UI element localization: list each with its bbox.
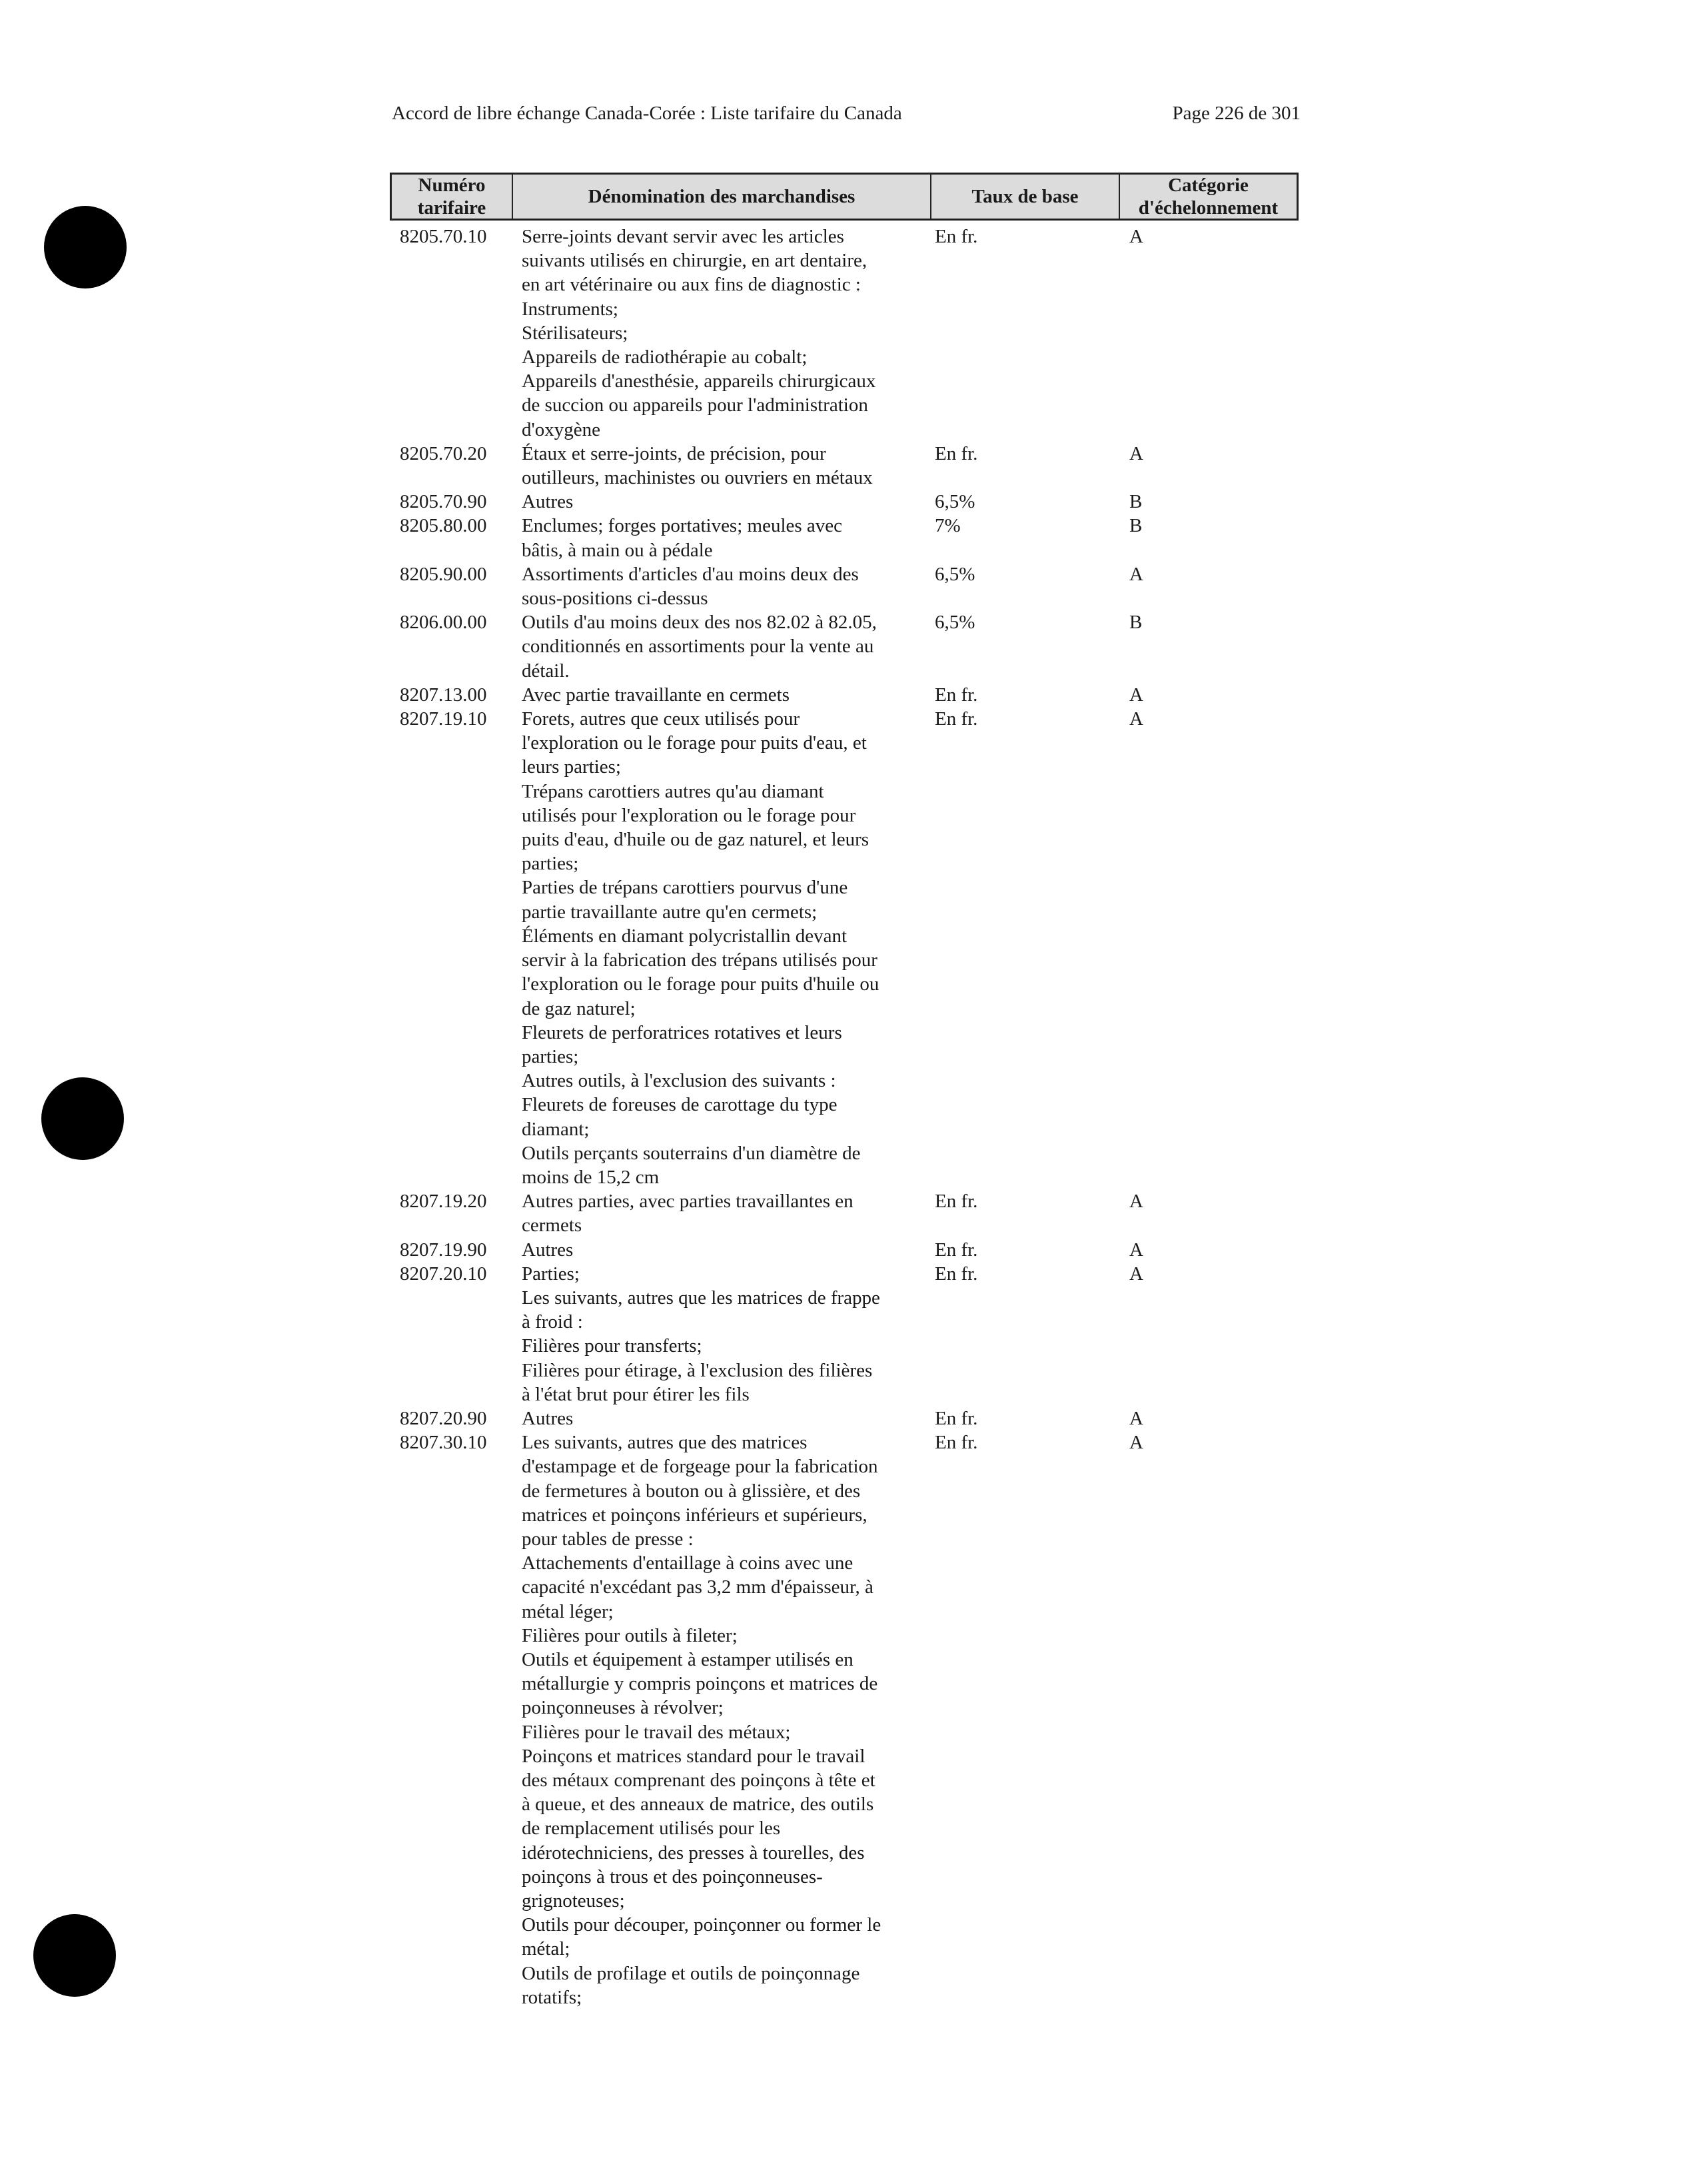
column-header-description: Dénomination des marchandises [513,175,931,219]
description-line: Appareils de radiothérapie au cobalt; [522,346,808,368]
punch-hole-bottom [33,1914,116,1997]
table-row [392,683,1298,707]
base-rate: En fr. [935,1263,978,1285]
description-line: sous-positions ci-dessus [522,588,708,610]
tariff-code: 8207.30.10 [400,1432,487,1454]
description-line: de fermetures à bouton ou à glissière, et des [522,1480,861,1502]
staging-category: A [1129,1432,1143,1454]
description-line: l'exploration ou le forage pour puits d'eau, et [522,732,867,754]
table-row [392,1430,1298,2009]
goods-description [522,1189,935,1237]
column-header-category [1120,175,1297,219]
description-line: de remplacement utilisés pour les [522,1818,781,1840]
description-line: Fleurets de perforatrices rotatives et leurs [522,1021,842,1043]
staging-category: A [1129,442,1143,464]
tariff-code: 8207.19.20 [400,1191,487,1213]
description-line: Outils et équipement à estamper utilisés en [522,1648,853,1670]
table-row [392,490,1298,514]
tariff-table-body [392,225,1298,2009]
table-row [392,514,1298,562]
table-header [390,173,1299,221]
tariff-code: 8205.90.00 [400,563,487,585]
description-line: Outils d'au moins deux des nos 82.02 à 82.05, [522,612,877,634]
description-line: conditionnés en assortiments pour la vente au [522,636,874,658]
goods-description [522,442,935,490]
table-row [392,610,1298,683]
base-rate: En fr. [935,684,978,706]
description-line: Filières pour transferts; [522,1335,702,1357]
description-line: grignoteuses; [522,1890,625,1912]
description-line: Avec partie travaillante en cermets [522,684,790,706]
description-line: Autres [522,491,574,513]
staging-category: A [1129,1263,1143,1285]
description-line: rotatifs; [522,1986,582,2008]
description-line: Autres parties, avec parties travaillantes en [522,1191,853,1213]
goods-description [522,683,935,707]
description-line: suivants utilisés en chirurgie, en art dentaire, [522,250,867,272]
base-rate: En fr. [935,1432,978,1454]
description-line: Autres outils, à l'exclusion des suivants : [522,1070,836,1092]
base-rate: En fr. [935,1239,978,1261]
description-line: poinçonneuses à révolver; [522,1697,724,1719]
tariff-code: 8205.70.10 [400,226,487,247]
description-line: des métaux comprenant des poinçons à tête et [522,1770,875,1791]
description-line: partie travaillante autre qu'en cermets; [522,901,818,923]
description-line: Appareils d'anesthésie, appareils chirurgicaux [522,370,876,392]
document-title: Accord de libre échange Canada-Corée : Liste tarifaire du Canada [392,103,902,124]
table-row [392,1238,1298,1262]
description-line: Outils pour découper, poinçonner ou former le [522,1914,881,1936]
table-row [392,1406,1298,1430]
tariff-code: 8205.80.00 [400,515,487,537]
tariff-code: 8207.19.90 [400,1239,487,1261]
base-rate: En fr. [935,1407,978,1429]
description-line: métal; [522,1938,570,1960]
description-line: Autres [522,1407,574,1429]
punch-hole-top [44,206,127,288]
description-line: Attachements d'entaillage à coins avec une [522,1552,853,1574]
goods-description [522,707,935,1189]
description-line: Étaux et serre-joints, de précision, pour [522,442,826,464]
column-header-code-line2: tarifaire [417,197,486,219]
description-line: métallurgie y compris poinçons et matrices de [522,1673,878,1695]
staging-category: A [1129,1239,1143,1261]
description-line: Outils de profilage et outils de poinçonnage [522,1962,860,1984]
goods-description [522,562,935,610]
base-rate: En fr. [935,1191,978,1213]
staging-category: A [1129,563,1143,585]
description-line: Parties; [522,1263,580,1285]
table-row [392,707,1298,1189]
description-line: parties; [522,1045,579,1067]
description-line: Stérilisateurs; [522,322,628,344]
description-line: d'estampage et de forgeage pour la fabrication [522,1456,878,1478]
description-line: Éléments en diamant polycristallin devant [522,925,848,947]
staging-category: B [1129,491,1143,513]
base-rate: 6,5% [935,563,975,585]
goods-description [522,1406,935,1430]
table-row [392,225,1298,442]
table-row [392,1262,1298,1406]
base-rate: En fr. [935,226,978,247]
description-line: de gaz naturel; [522,997,636,1019]
description-line: cermets [522,1215,582,1237]
description-line: Filières pour étirage, à l'exclusion des filières [522,1359,873,1381]
description-line: poinçons à trous et des poinçonneuses- [522,1866,823,1888]
page-header [392,103,1301,132]
description-line: détail. [522,660,570,682]
description-line: capacité n'excédant pas 3,2 mm d'épaisseur, à [522,1576,873,1598]
description-line: outilleurs, machinistes ou ouvriers en métaux [522,467,873,489]
description-line: Trépans carottiers autres qu'au diamant [522,780,824,802]
description-line: de succion ou appareils pour l'administration [522,394,868,416]
description-line: bâtis, à main ou à pédale [522,539,713,561]
tariff-code: 8205.70.20 [400,442,487,464]
table-row [392,562,1298,610]
table-row [392,1189,1298,1237]
description-line: l'exploration ou le forage pour puits d'huile ou [522,973,879,995]
goods-description [522,490,935,514]
staging-category: A [1129,1191,1143,1213]
staging-category: B [1129,612,1143,634]
description-line: Filières pour outils à fileter; [522,1624,738,1646]
description-line: d'oxygène [522,418,600,440]
staging-category: A [1129,708,1143,730]
base-rate: 7% [935,515,961,537]
description-line: Parties de trépans carottiers pourvus d'une [522,877,848,899]
description-line: leurs parties; [522,756,621,778]
description-line: Assortiments d'articles d'au moins deux des [522,563,859,585]
column-header-category-line2: d'échelonnement [1138,197,1279,219]
description-line: matrices et poinçons inférieurs et supérieurs, [522,1504,867,1526]
description-line: parties; [522,853,579,875]
description-line: Fleurets de foreuses de carottage du type [522,1094,838,1116]
description-line: Autres [522,1239,574,1261]
tariff-code: 8206.00.00 [400,612,487,634]
tariff-code: 8207.19.10 [400,708,487,730]
description-line: à queue, et des anneaux de matrice, des outils [522,1794,874,1816]
description-line: Instruments; [522,298,618,320]
base-rate: En fr. [935,708,978,730]
goods-description [522,225,935,442]
base-rate: 6,5% [935,612,975,634]
base-rate: En fr. [935,442,978,464]
description-line: à l'état brut pour étirer les fils [522,1383,750,1405]
description-line: moins de 15,2 cm [522,1166,660,1188]
description-line: Enclumes; forges portatives; meules avec [522,515,843,537]
description-line: Poinçons et matrices standard pour le travail [522,1745,865,1767]
goods-description [522,1262,935,1406]
goods-description [522,610,935,683]
description-line: à froid : [522,1311,583,1333]
tariff-code: 8207.13.00 [400,684,487,706]
tariff-code: 8207.20.90 [400,1407,487,1429]
description-line: diamant; [522,1118,590,1140]
staging-category: A [1129,684,1143,706]
column-header-category-line1: Catégorie [1168,175,1249,196]
staging-category: A [1129,1407,1143,1429]
column-header-code-line1: Numéro [418,175,486,196]
punch-hole-middle [41,1077,124,1160]
description-line: puits d'eau, d'huile ou de gaz naturel, et leurs [522,829,869,851]
description-line: Les suivants, autres que des matrices [522,1432,808,1454]
description-line: pour tables de presse : [522,1528,694,1550]
tariff-code: 8207.20.10 [400,1263,487,1285]
description-line: en art vétérinaire ou aux fins de diagnostic : [522,274,861,296]
description-line: Les suivants, autres que les matrices de frappe [522,1287,880,1309]
staging-category: A [1129,226,1143,247]
tariff-code: 8205.70.90 [400,491,487,513]
goods-description [522,1238,935,1262]
table-row [392,442,1298,490]
page-number: Page 226 de 301 [1172,103,1301,124]
description-line: utilisés pour l'exploration ou le forage pour [522,804,856,826]
column-header-code [392,175,513,219]
base-rate: 6,5% [935,491,975,513]
description-line: Forets, autres que ceux utilisés pour [522,708,800,730]
column-header-rate: Taux de base [931,175,1120,219]
staging-category: B [1129,515,1143,537]
description-line: métal léger; [522,1600,614,1622]
description-line: Serre-joints devant servir avec les articles [522,226,844,247]
goods-description [522,1430,935,2009]
description-line: idérotechniciens, des presses à tourelles, des [522,1842,865,1864]
description-line: servir à la fabrication des trépans utilisés pour [522,949,877,971]
description-line: Outils perçants souterrains d'un diamètre de [522,1142,861,1164]
goods-description [522,514,935,562]
description-line: Filières pour le travail des métaux; [522,1721,791,1743]
